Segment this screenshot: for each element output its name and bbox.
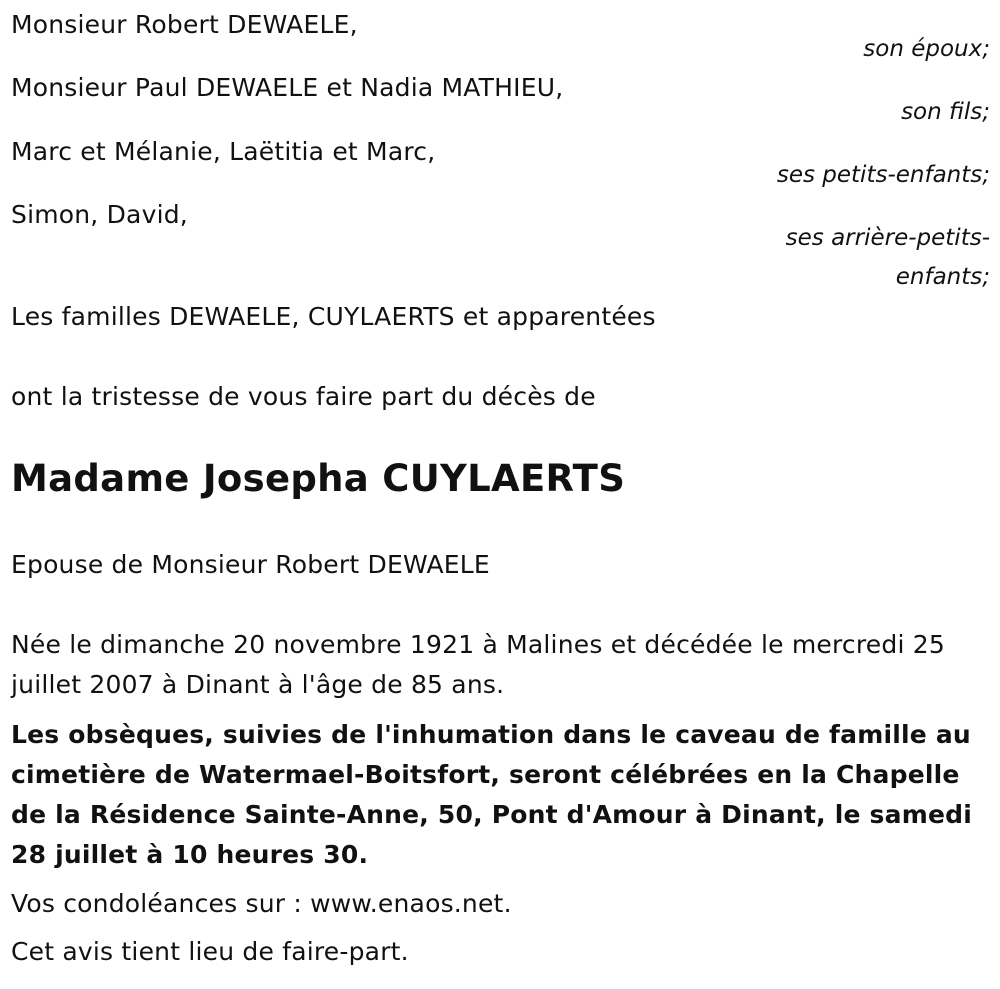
relation-great-grandchildren-line2: enfants; [895, 264, 990, 290]
relation-great-grandchildren-line1: ses arrière-petits- [785, 225, 990, 251]
family-member-son: Monsieur Paul DEWAELE et Nadia MATHIEU, [11, 73, 564, 102]
funeral-info: Les obsèques, suivies de l'inhumation dans le caveau de famille au cimetière de Watermael-Boitsfort, seront célébrées en la Chapelle de la Résidence Sainte-Anne, 50, Pont d'Amour à Dinant, le samedi 28 juillet à 10 heures 30. [11, 720, 972, 869]
relation-grandchildren: ses petits-enfants; [776, 162, 990, 188]
announcement: ont la tristesse de vous faire part du décès de [11, 382, 596, 411]
family-member-spouse: Monsieur Robert DEWAELE, [11, 10, 358, 39]
birth-death-info: Née le dimanche 20 novembre 1921 à Malines et décédée le mercredi 25 juillet 2007 à Dinant à l'âge de 85 ans. [11, 630, 945, 699]
spouse-line: Epouse de Monsieur Robert DEWAELE [11, 550, 490, 579]
family-member-grandchildren: Marc et Mélanie, Laëtitia et Marc, [11, 137, 436, 166]
family-member-great-grandchildren: Simon, David, [11, 200, 188, 229]
condolences-line: Vos condoléances sur : www.enaos.net. [11, 889, 512, 918]
deceased-name: Madame Josepha CUYLAERTS [11, 457, 626, 500]
relation-spouse: son époux; [863, 36, 990, 62]
notice-line: Cet avis tient lieu de faire-part. [11, 937, 409, 966]
relation-son: son fils; [901, 99, 990, 125]
families-line: Les familles DEWAELE, CUYLAERTS et apparentées [11, 302, 656, 331]
